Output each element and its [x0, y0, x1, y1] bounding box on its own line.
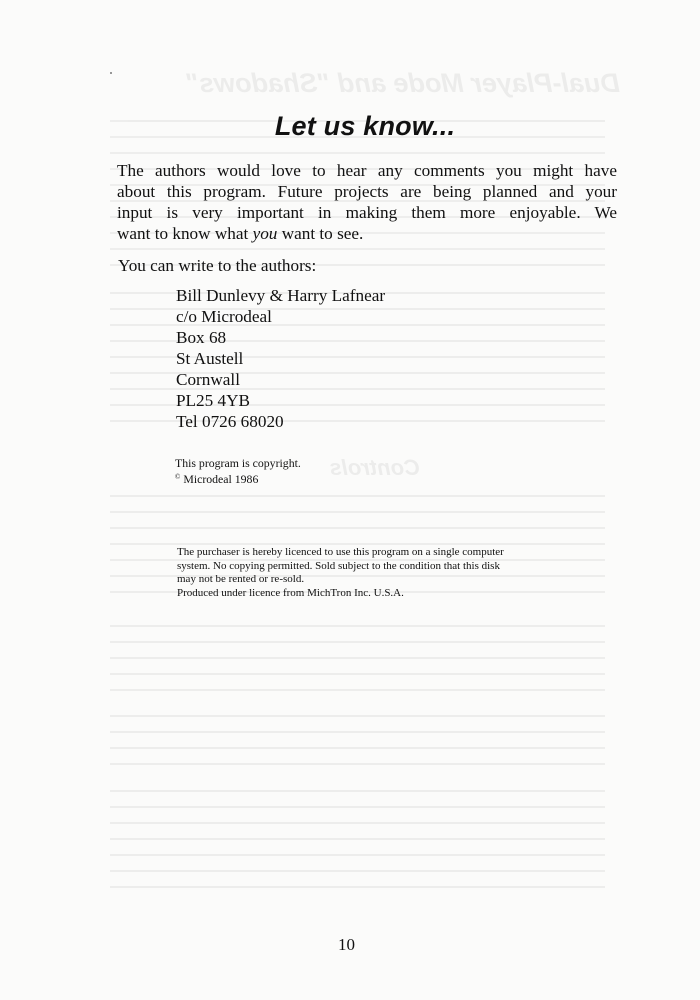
postal-address [176, 285, 385, 432]
licence-line: may not be rented or re-sold. [177, 573, 305, 585]
intro-line: The authors would love to hear any comments you might have [117, 161, 617, 180]
intro-line: about this program. Future projects are being planned and your [117, 182, 617, 201]
intro-line [117, 223, 617, 244]
licence-line: system. No copying permitted. Sold subject to the condition that this disk [177, 559, 500, 572]
page-number: 10 [338, 935, 355, 954]
copyright-holder: Microdeal 1986 [183, 472, 259, 486]
copyright-line: This program is copyright. [175, 456, 301, 470]
copyright-icon: © [175, 473, 181, 481]
intro-text: want to see. [277, 224, 364, 243]
address-line: St Austell [176, 349, 244, 368]
intro-text: want to know what [117, 224, 253, 243]
paper-speck [110, 72, 112, 74]
address-line: PL25 4YB [176, 391, 251, 410]
address-line: Bill Dunlevy & Harry Lafnear [176, 286, 386, 305]
intro-line: input is very important in making them more enjoyable. We [117, 203, 617, 222]
reverse-side-bleed-through: Dual-Player Mode and "Shadows" Controls [0, 0, 700, 1000]
licence-notice [177, 546, 597, 600]
emphasis-text: you [252, 224, 278, 243]
address-line: Box 68 [176, 328, 227, 347]
phone-number: Tel 0726 68020 [176, 412, 284, 431]
address-line: c/o Microdeal [176, 307, 272, 326]
licence-line: Produced under licence from MichTron Inc. U.S.A. [177, 586, 404, 599]
write-prompt: You can write to the authors: [118, 256, 317, 275]
address-line: Cornwall [176, 370, 240, 389]
licence-line: The purchaser is hereby licenced to use this program on a single computer [177, 546, 504, 558]
intro-paragraph [117, 160, 617, 244]
page-title: Let us know... [274, 111, 456, 141]
copyright-notice [175, 456, 301, 486]
